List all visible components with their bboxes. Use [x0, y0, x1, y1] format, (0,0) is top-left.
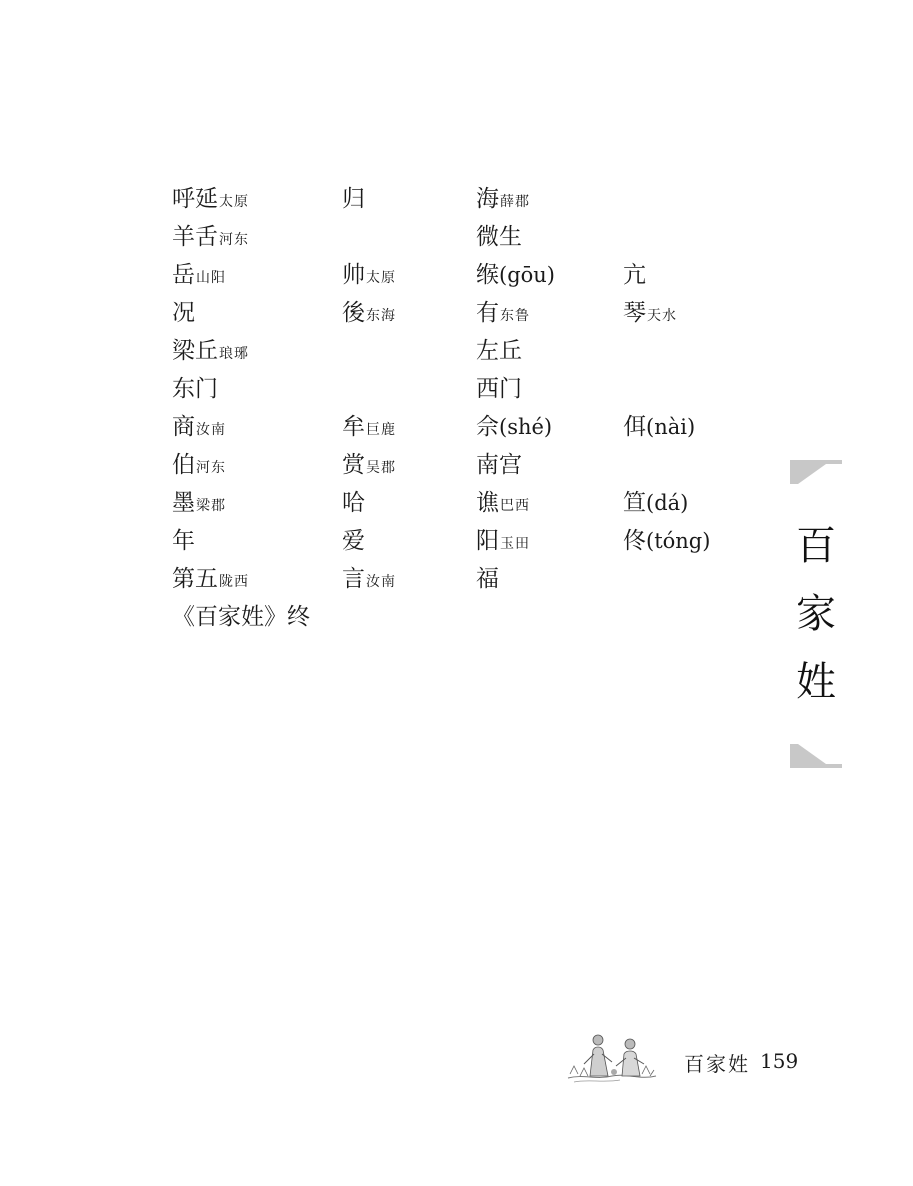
surname: 有 [476, 300, 499, 326]
surname-entry [476, 180, 530, 221]
commandery-origin: 梁郡 [196, 498, 226, 514]
surname-entry [172, 484, 226, 525]
surname: 福 [476, 566, 499, 592]
commandery-origin: 太原 [366, 270, 396, 286]
surname-entry [342, 294, 396, 335]
surname-entry [476, 484, 530, 525]
commandery-origin: 巴西 [500, 498, 530, 514]
surname-entry [476, 522, 530, 563]
surname: 微生 [476, 224, 522, 250]
commandery-origin: 琅琊 [219, 346, 249, 362]
surname: 归 [342, 186, 365, 212]
surname-entry [172, 370, 218, 410]
tab-char: 姓 [796, 659, 836, 705]
surname-entry [172, 522, 195, 562]
surname-entry [172, 446, 226, 487]
surname: 牟 [342, 414, 365, 440]
commandery-origin: 薛郡 [500, 194, 530, 210]
surname: 左丘 [476, 338, 522, 364]
surname-entry [342, 446, 396, 487]
commandery-origin: 汝南 [196, 422, 226, 438]
commandery-origin: 河东 [219, 232, 249, 248]
footer-book-title: 百家姓 [684, 1052, 750, 1076]
surname-entry [172, 256, 226, 297]
surname-entry [476, 446, 522, 486]
surname: 谯 [476, 490, 499, 516]
surname-entry [172, 180, 249, 221]
surname-entry [476, 256, 555, 296]
surname: 言 [342, 566, 365, 592]
surname: 呼延 [172, 186, 218, 212]
commandery-origin: 天水 [647, 308, 677, 324]
tab-char: 家 [796, 591, 836, 637]
surname: 第五 [172, 566, 218, 592]
pinyin-annotation: (tóng) [646, 529, 711, 553]
surname: 佟 [623, 528, 646, 554]
surname: 琴 [623, 300, 646, 326]
surname: 商 [172, 414, 195, 440]
surname-entry [623, 522, 710, 562]
page-number: 159 [760, 1049, 799, 1073]
surname-entry [623, 408, 695, 448]
commandery-origin: 汝南 [366, 574, 396, 590]
surname: 岳 [172, 262, 195, 288]
surname: 爱 [342, 528, 365, 554]
surname-entry [476, 218, 522, 258]
surname-entry [172, 294, 195, 334]
commandery-origin: 太原 [219, 194, 249, 210]
pinyin-annotation: (shé) [499, 415, 553, 439]
commandery-origin: 山阳 [196, 270, 226, 286]
tab-char: 百 [796, 523, 836, 569]
surname: 笪 [623, 490, 646, 516]
surname: 况 [172, 300, 195, 326]
commandery-origin: 河东 [196, 460, 226, 476]
surname-entry [172, 560, 249, 601]
surname: 阳 [476, 528, 499, 554]
surname-entry [476, 408, 552, 448]
people-illustration-icon [566, 1028, 658, 1084]
pinyin-annotation: (nài) [646, 415, 696, 439]
surname: 西门 [476, 376, 522, 402]
surname-entry [623, 256, 646, 296]
pinyin-annotation: (gōu) [499, 263, 555, 287]
surname-entry [623, 484, 688, 524]
surname-entry [623, 294, 677, 335]
commandery-origin: 东海 [366, 308, 396, 324]
surname: 墨 [172, 490, 195, 516]
surname-entry [342, 408, 396, 449]
surname: 伯 [172, 452, 195, 478]
surname: 梁丘 [172, 338, 218, 364]
surname-entry [476, 332, 522, 372]
commandery-origin: 吴郡 [366, 460, 396, 476]
surname: 佴 [623, 414, 646, 440]
pinyin-annotation: (dá) [646, 491, 689, 515]
commandery-origin: 玉田 [500, 536, 530, 552]
surname-entry [342, 484, 365, 524]
surname: 南宫 [476, 452, 522, 478]
surname-entry [342, 522, 365, 562]
section-side-tab [790, 460, 842, 768]
surname-entry [172, 218, 249, 259]
surname: 帅 [342, 262, 365, 288]
surname: 东门 [172, 376, 218, 402]
surname: 年 [172, 528, 195, 554]
commandery-origin: 陇西 [219, 574, 249, 590]
surname: 缑 [476, 262, 499, 288]
surname-entry [342, 180, 365, 220]
surname-entry [476, 294, 530, 335]
tab-title [790, 512, 842, 716]
surname-entry [476, 370, 522, 410]
commandery-origin: 巨鹿 [366, 422, 396, 438]
surname: 亢 [623, 262, 646, 288]
surname-entry [342, 256, 396, 297]
surname-entry [476, 560, 499, 600]
tab-bracket-top [790, 460, 842, 486]
surname: 哈 [342, 490, 365, 516]
surname: 赏 [342, 452, 365, 478]
surname: 佘 [476, 414, 499, 440]
surname-entry [342, 560, 396, 601]
surname-entry [172, 332, 249, 373]
surname: 海 [476, 186, 499, 212]
surname-entry [172, 408, 226, 449]
page-footer [566, 1028, 816, 1088]
surname: 羊舌 [172, 224, 218, 250]
surname: 後 [342, 300, 365, 326]
commandery-origin: 东鲁 [500, 308, 530, 324]
tab-bracket-bottom [790, 742, 842, 768]
end-marker: 《百家姓》终 [172, 604, 310, 630]
